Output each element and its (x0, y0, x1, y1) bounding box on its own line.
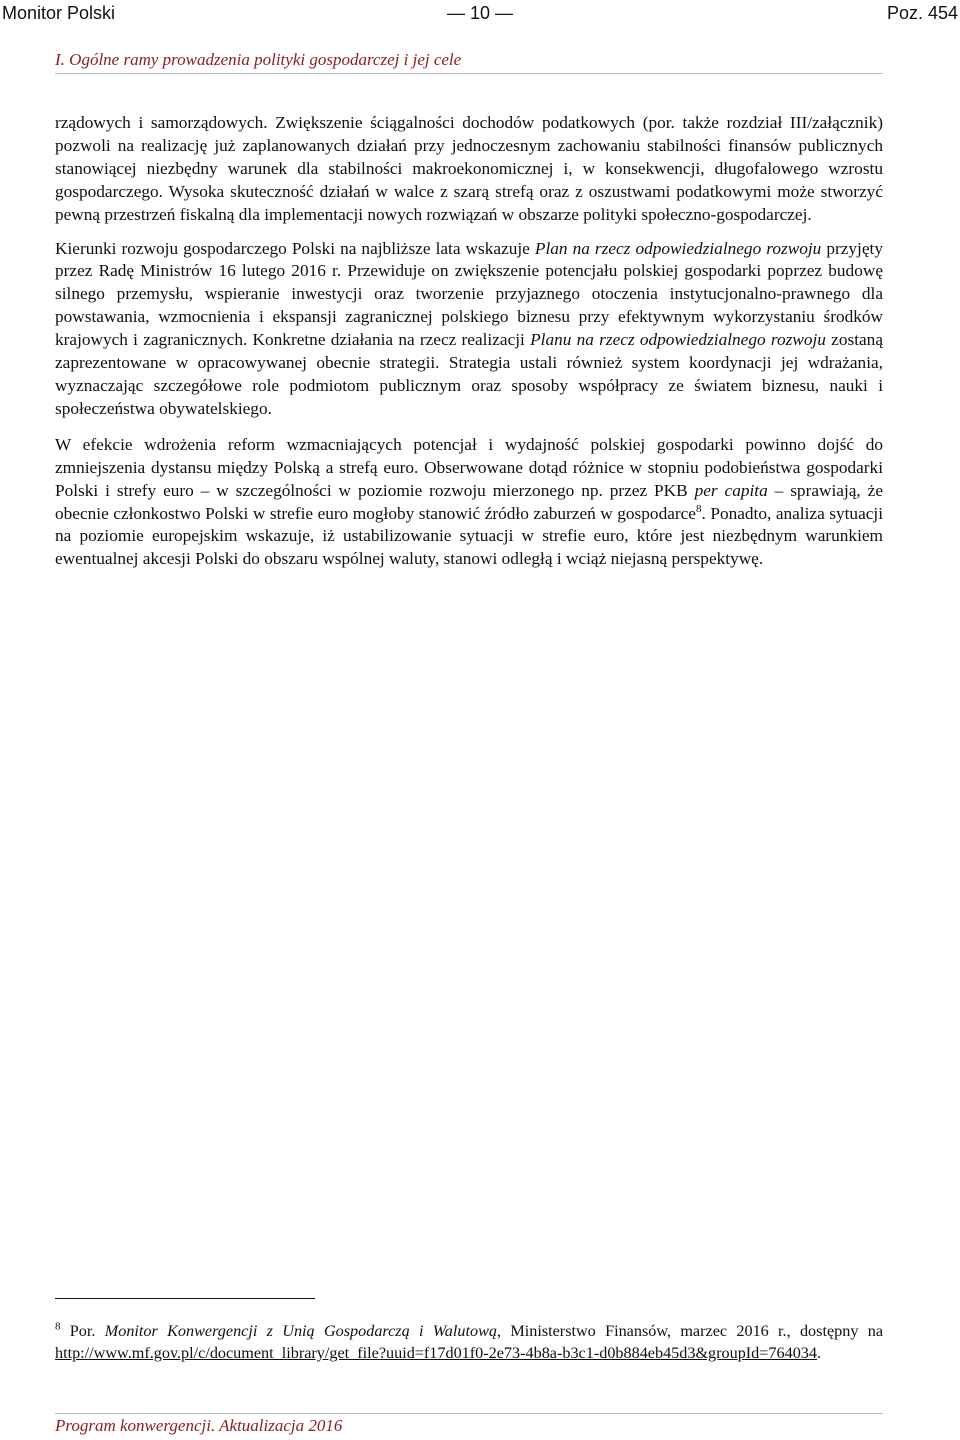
running-header (0, 0, 960, 26)
plan-title-italic-2: Planu na rzecz odpowiedzialnego rozwoju (530, 330, 826, 350)
footnote-text-a: Por. (60, 1322, 105, 1340)
footer-title: Program konwergencji. Aktualizacja 2016 (55, 1416, 343, 1435)
position-number: Poz. 454 (886, 3, 958, 23)
footer-divider (55, 1413, 883, 1414)
footnote-text-c: . (816, 1344, 822, 1362)
page-number: — 10 — (446, 3, 514, 23)
paragraph-2-text-c: zostaną zaprezentowane w opracowywanej obecnie strategii. Strategia ustali również system koordynacji jej wdrażania, wyznaczając szczegółowe role podmiotom publicznym oraz sposoby współpracy ze światem biznesu, nauki i społeczeństwa obywatelskiego. (55, 330, 883, 418)
footnote-number: 8 (55, 1320, 61, 1333)
paragraph-3 (55, 434, 883, 571)
footnote-separator (55, 1298, 315, 1299)
paragraph-2 (55, 238, 883, 421)
paragraph-2-text-b: przyjęty przez Radę Ministrów 16 lutego 2016 r. Przewiduje on zwiększenie potencjału polskiej gospodarki poprzez budowę silnego przemysłu, wspieranie inwestycji oraz tworzenie przyjaznego otoczenia instytucjonalno-prawnego dla powstawania, wzmocnienia i ekspansji zagranicznej polskiego biznesu przy efektywnym wykorzystaniu środków krajowych i zagranicznych. Konkretne działania na rzecz realizacji (55, 238, 883, 350)
header-divider (55, 73, 883, 74)
plan-title-italic: Plan na rzecz odpowiedzialnego rozwoju (534, 238, 822, 258)
per-capita-italic: per capita (694, 480, 768, 500)
footnote (55, 1320, 883, 1364)
footnote-link[interactable]: http://www.mf.gov.pl/c/document_library/get_file?uuid=f17d01f0-2e73-4b8a-b3c1-d0b884eb45d3&groupId=764034 (55, 1344, 817, 1362)
footnote-source-title: Monitor Konwergencji z Unią Gospodarczą i Walutową (104, 1322, 497, 1340)
publication-name: Monitor Polski (2, 3, 116, 23)
footnote-reference[interactable]: 8 (695, 502, 702, 515)
paragraph-3-text-a: W efekcie wdrożenia reform wzmacniających potencjał i wydajność polskiej gospodarki powinno dojść do zmniejszenia dystansu między Polską a strefą euro. Obserwowane dotąd różnice w stopniu podobieństwa gospodarki Polski i strefy euro – w szczególności w poziomie rozwoju mierzonego np. przez PKB (55, 434, 883, 500)
main-content (55, 112, 883, 582)
paragraph-2-text-a: Kierunki rozwoju gospodarczego Polski na najbliższe lata wskazuje (55, 238, 535, 258)
section-title: I. Ogólne ramy prowadzenia polityki gospodarczej i jej cele (55, 50, 462, 69)
paragraph-3-text-b: – sprawiają, że obecnie członkostwo Polski w strefie euro mogłoby stanowić źródło zaburzeń w gospodarce (55, 480, 883, 523)
paragraph-1: rządowych i samorządowych. Zwiększenie ściągalności dochodów podatkowych (por. także rozdział III/załącznik) pozwoli na realizację już zaplanowanych działań przy jednoczesnym zachowaniu stabilności finansów publicznych stanowiącej niezbędny warunek dla stabilności makroekonomicznej i, w konsekwencji, długofalowego wzrostu gospodarczego. Wysoka skuteczność działań w walce z szarą strefą oraz z oszustwami podatkowymi może stworzyć pewną przestrzeń fiskalną dla implementacji nowych rozwiązań w obszarze polityki społeczno-gospodarczej. (55, 113, 883, 224)
footnote-text-b: , Ministerstwo Finansów, marzec 2016 r., dostępny na (496, 1322, 883, 1340)
paragraph-3-text-c: . Ponadto, analiza sytuacji na poziomie europejskim wskazuje, iż ustabilizowanie sytuacji w strefie euro, które jest niezbędnym warunkiem ewentualnej akcesji Polski do obszaru wspólnej waluty, stanowi odległą i wciąż niejasną perspektywę. (55, 503, 884, 569)
